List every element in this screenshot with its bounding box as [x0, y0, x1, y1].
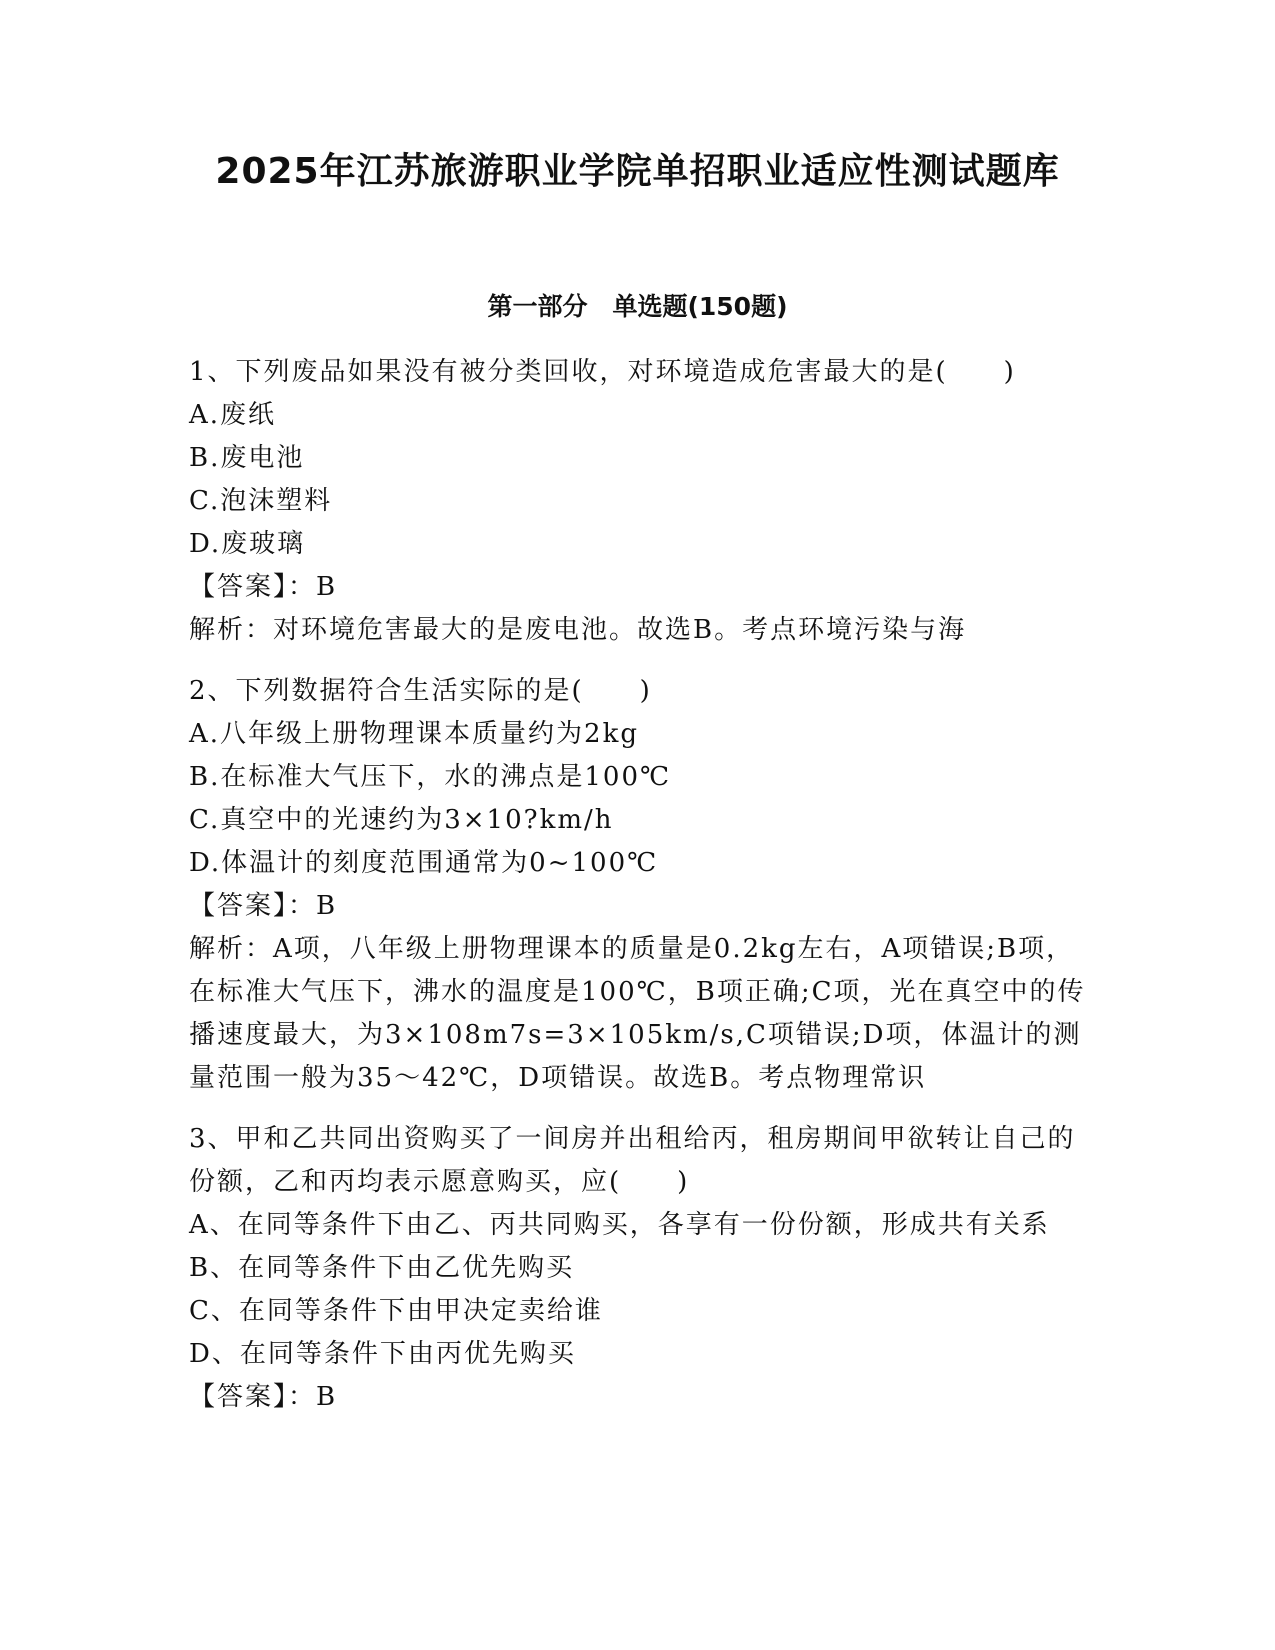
option-a: A、在同等条件下由乙、丙共同购买，各享有一份份额，形成共有关系: [189, 1210, 1050, 1240]
option-d: D、在同等条件下由丙优先购买: [189, 1339, 576, 1369]
option-c: C.泡沫塑料: [189, 486, 333, 516]
answer-value: B: [316, 572, 338, 602]
option-d: D.体温计的刻度范围通常为0~100℃: [189, 848, 659, 878]
option-b: B.在标准大气压下，水的沸点是100℃: [189, 762, 672, 792]
answer-label: 【答案】：: [189, 572, 317, 602]
answer-value: B: [316, 891, 338, 921]
option-c: C.真空中的光速约为3×10?km/h: [189, 805, 614, 835]
option-d: D.废玻璃: [189, 529, 306, 559]
section-heading: 第一部分 单选题(150题): [487, 292, 788, 321]
document-title: 2025年江苏旅游职业学院单招职业适应性测试题库: [215, 151, 1060, 192]
answer-label: 【答案】：: [189, 1382, 317, 1412]
answer-line: [189, 1376, 1089, 1419]
analysis-text: 解析：A项，八年级上册物理课本的质量是0.2kg左右，A项错误;B项，在标准大气压下，沸水的温度是100℃，B项正确;C项，光在真空中的传播速度最大，为3×108m7s=3×105km/s,C项错误;D项，体温计的测量范围一般为35～42℃，D项错误。故选B。考点物理常识: [189, 934, 1086, 1093]
question-stem: 2、下列数据符合生活实际的是( ): [189, 676, 652, 706]
question-stem: 3、甲和乙共同出资购买了一间房并出租给丙，租房期间甲欲转让自己的份额，乙和丙均表示愿意购买，应( ): [189, 1124, 1076, 1197]
answer-label: 【答案】：: [189, 891, 317, 921]
option-a: A.八年级上册物理课本质量约为2kg: [189, 719, 639, 749]
answer-line: [189, 566, 1089, 609]
option-b: B.废电池: [189, 443, 305, 473]
question-list: [189, 351, 1089, 1437]
question-2: [189, 670, 1089, 1100]
question-stem: 1、下列废品如果没有被分类回收，对环境造成危害最大的是( ): [189, 357, 1016, 387]
option-b: B、在同等条件下由乙优先购买: [189, 1253, 575, 1283]
question-1: [189, 351, 1089, 652]
analysis-text: 解析：对环境危害最大的是废电池。故选B。考点环境污染与海: [189, 615, 967, 645]
option-c: C、在同等条件下由甲决定卖给谁: [189, 1296, 603, 1326]
answer-line: [189, 885, 1089, 928]
answer-value: B: [316, 1382, 338, 1412]
option-a: A.废纸: [189, 400, 277, 430]
question-3: [189, 1118, 1089, 1419]
